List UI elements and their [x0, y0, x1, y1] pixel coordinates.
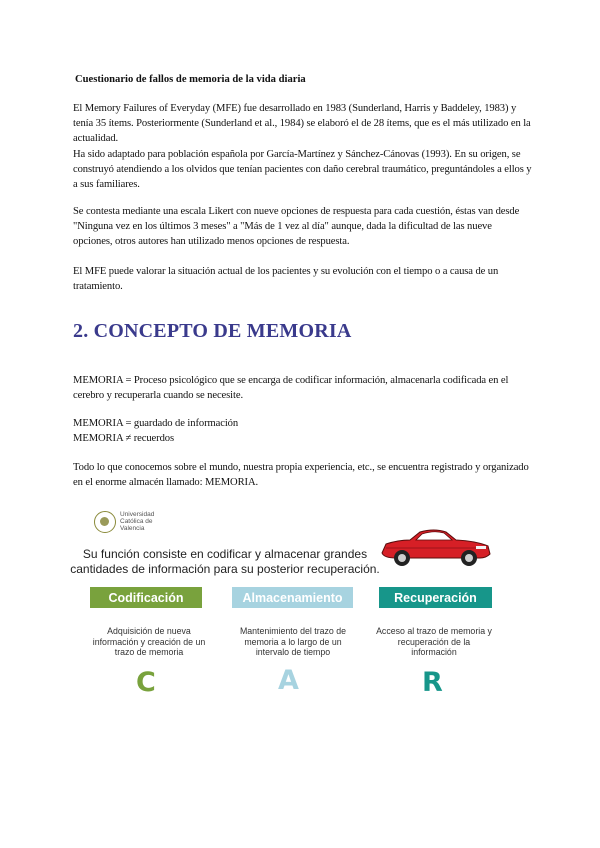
stage-box-recuperacion: Recuperación	[379, 587, 492, 608]
stage-letter-r: R	[422, 667, 443, 698]
paragraph-memory-store: Todo lo que conocemos sobre el mundo, nuestra propia experiencia, etc., se encuentra registrado y organizado en el enorme almacén llamado: MEMORIA.	[73, 462, 529, 489]
logo-line: Valencia	[120, 524, 145, 532]
red-car-icon	[376, 520, 496, 570]
mfe-history-block	[73, 101, 533, 192]
stage-box-almacenamiento: Almacenamiento	[232, 587, 353, 608]
section-title: Cuestionario de fallos de memoria de la vida diaria	[75, 74, 306, 85]
stage-letter-c: C	[136, 667, 156, 698]
chapter-heading: 2. CONCEPTO DE MEMORIA	[73, 320, 352, 342]
logo-line: Católica de	[120, 517, 153, 525]
university-logo	[94, 509, 184, 539]
paragraph-mfe-usage: El MFE puede valorar la situación actual de los pacientes y su evolución con el tiempo o a causa de un tratamiento.	[73, 266, 499, 293]
definition-not-recall: MEMORIA ≠ recuerdos	[73, 433, 175, 445]
stage-letter-a: A	[278, 665, 299, 696]
stage-description-codificacion: Adquisición de nueva información y creación de un trazo de memoria	[92, 626, 206, 657]
paragraph-likert: Se contesta mediante una escala Likert con nueve opciones de respuesta para cada cuestión, éstas van desde "Ninguna vez en los últimos 3 meses" a "Más de 1 vez al día" aunque, dada la dificultad de las nueve opciones, otros autores han utilizado menos opciones de respuesta.	[73, 206, 520, 248]
university-seal-icon	[94, 511, 116, 533]
stage-description-almacenamiento: Mantenimiento del trazo de memoria a lo largo de un intervalo de tiempo	[239, 626, 347, 657]
definition-storage: MEMORIA = guardado de información	[73, 418, 239, 429]
definition-process: MEMORIA = Proceso psicológico que se encarga de codificar información, almacenarla codificada en el cerebro y recuperarla cuando se necesite.	[73, 375, 509, 402]
definitions-block	[73, 416, 533, 446]
stage-box-codificacion: Codificación	[90, 587, 202, 608]
paragraph-mfe-origin: El Memory Failures of Everyday (MFE) fue desarrollado en 1983 (Sunderland, Harris y Baddeley, 1983) y tenía 35 ítems. Posteriormente (Sunderland et al., 1984) se elaboró el de 28 ítems, que es el más utilizado en la actualidad.	[73, 103, 531, 145]
logo-line: Universidad	[120, 511, 155, 518]
memory-stages-figure	[70, 505, 514, 705]
paragraph-adaptation: Ha sido adaptado para población española por García-Martínez y Sánchez-Cánovas (1993). En su origen, se construyó atendiendo a los olvidos que tenían pacientes con daño cerebral traumático, preguntándoles a ellos y a sus familiares.	[73, 148, 532, 191]
figure-summary: Su función consiste en codificar y almacenar grandes cantidades de información para su posterior recuperación.	[70, 547, 380, 576]
stage-description-recuperacion: Acceso al trazo de memoria y recuperación de la información	[376, 626, 492, 657]
